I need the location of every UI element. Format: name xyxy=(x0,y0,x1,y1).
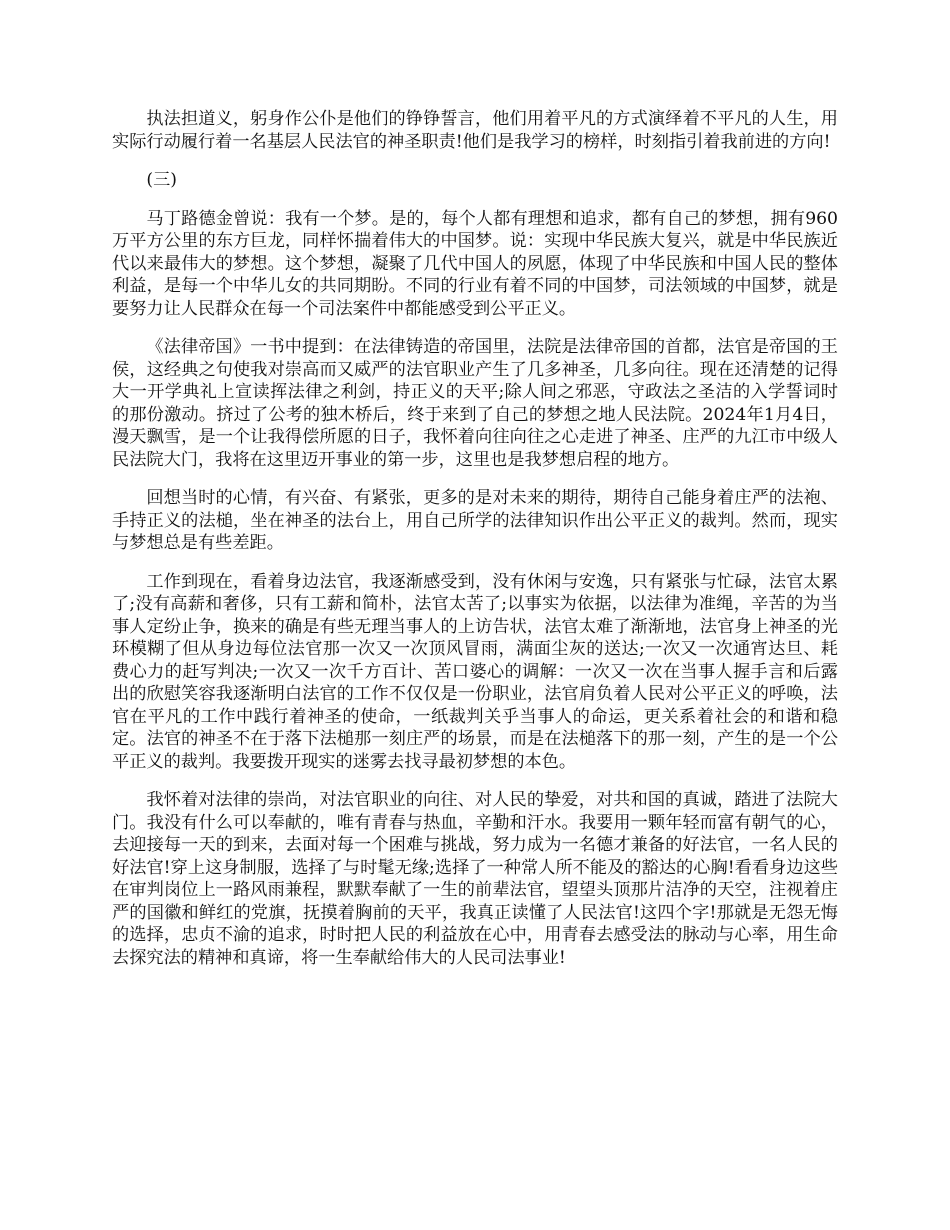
paragraph-intro: 执法担道义，躬身作公仆是他们的铮铮誓言，他们用着平凡的方式演绎着不平凡的人生，用实际行动履行着一名基层人民法官的神圣职责!他们是我学习的榜样，时刻指引着我前进的方向! xyxy=(112,109,838,152)
paragraph-law-empire: 《法律帝国》一书中提到：在法律铸造的帝国里，法院是法律帝国的首都，法官是帝国的王侯，这经典之句使我对崇高而又威严的法官职业产生了几多神圣，几多向往。现在还清楚的记得大一开学典礼上宣读挥法律之利剑，持正义的天平;除人间之邪恶，守政法之圣洁的入学誓词时的那份激动。挤过了公考的独木桥后，终于来到了自己的梦想之地人民法院。2024年1月4日，漫天飘雪，是一个让我得偿所愿的日子，我怀着向往向往之心走进了神圣、庄严的九江市中级人民法院大门，我将在这里迈开事业的第一步，这里也是我梦想启程的地方。 xyxy=(112,337,838,470)
paragraph-dedication: 我怀着对法律的崇尚，对法官职业的向往、对人民的挚爱，对共和国的真诚，踏进了法院大门。我没有什么可以奉献的，唯有青春与热血，辛勤和汗水。我要用一颗年轻而富有朝气的心，去迎接每一天的到来，去面对每一个困难与挑战，努力成为一名德才兼备的好法官，一名人民的好法官!穿上这身制服，选择了与时髦无缘;选择了一种常人所不能及的豁达的心胸!看看身边这些在审判岗位上一路风雨兼程，默默奉献了一生的前辈法官，望望头顶那片洁净的天空，注视着庄严的国徽和鲜红的党旗，抚摸着胸前的天平，我真正读懂了人民法官!这四个字!那就是无怨无悔的选择，忠贞不渝的追求，时时把人民的利益放在心中，用青春去感受法的脉动与心率，用生命去探究法的精神和真谛，将一生奉献给伟大的人民司法事业! xyxy=(112,790,838,968)
paragraph-recollection: 回想当时的心情，有兴奋、有紧张，更多的是对未来的期待，期待自己能身着庄严的法袍、手持正义的法槌，坐在神圣的法台上，用自己所学的法律知识作出公平正义的裁判。然而，现实与梦想总是有些差距。 xyxy=(112,488,838,553)
section-heading: (三) xyxy=(146,170,177,190)
paragraph-dream: 马丁路德金曾说：我有一个梦。是的，每个人都有理想和追求，都有自己的梦想，拥有960万平方公里的东方巨龙，同样怀揣着伟大的中国梦。说：实现中华民族大复兴，就是中华民族近代以来最伟大的梦想。这个梦想，凝聚了几代中国人的夙愿，体现了中华民族和中国人民的整体利益，是每一个中华儿女的共同期盼。不同的行业有着不同的中国梦，司法领域的中国梦，就是要努力让人民群众在每一个司法案件中都能感受到公平正义。 xyxy=(112,208,838,319)
document-body xyxy=(112,108,838,985)
paragraph-work-reality: 工作到现在，看着身边法官，我逐渐感受到，没有休闲与安逸，只有紧张与忙碌，法官太累了;没有高薪和奢侈，只有工薪和简朴，法官太苦了;以事实为依据，以法律为准绳，辛苦的为当事人定纷止争，换来的确是有些无理当事人的上访告状，法官太难了渐渐地，法官身上神圣的光环模糊了但从身边每位法官那一次又一次顶风冒雨，满面尘灰的送达;一次又一次通宵达旦、耗费心力的赶写判决;一次又一次千方百计、苦口婆心的调解：一次又一次在当事人握手言和后露出的欣慰笑容我逐渐明白法官的工作不仅仅是一份职业，法官肩负着人民对公平正义的呼唤，法官在平凡的工作中践行着神圣的使命，一纸裁判关乎当事人的命运，更关系着社会的和谐和稳定。法官的神圣不在于落下法槌那一刻庄严的场景，而是在法槌落下的那一刻，产生的是一个公平正义的裁判。我要拨开现实的迷雾去找寻最初梦想的本色。 xyxy=(112,571,838,772)
